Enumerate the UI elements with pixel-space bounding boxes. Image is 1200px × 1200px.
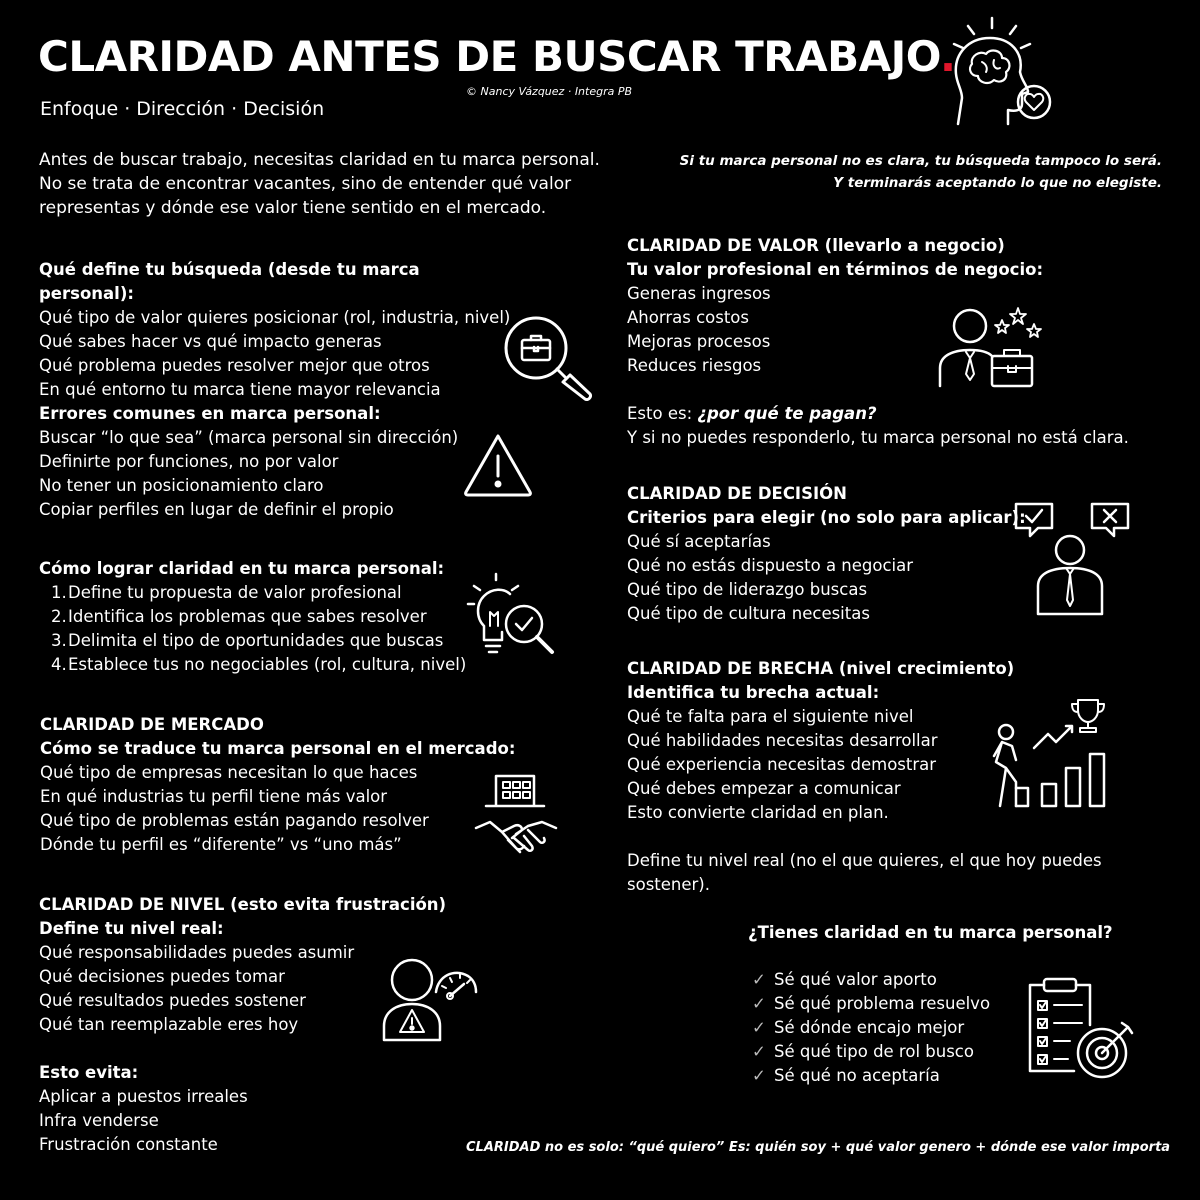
list-item: Qué te falta para el siguiente nivel — [627, 707, 914, 726]
list-item: Qué experiencia necesitas demostrar — [627, 755, 937, 774]
section-subheading: Cómo se traduce tu marca personal en el mercado: — [40, 739, 516, 758]
check-heading: ¿Tienes claridad en tu marca personal? — [748, 923, 1113, 942]
list-item: Generas ingresos — [627, 284, 771, 303]
person-stars-briefcase-icon — [936, 306, 1046, 390]
section-heading: CLARIDAD DE BRECHA (nivel crecimiento) — [627, 659, 1015, 678]
list-item: Qué problema puedes resolver mejor que otros — [39, 356, 430, 375]
list-item: Definirte por funciones, no por valor — [39, 452, 339, 471]
list-item: Qué tipo de empresas necesitan lo que haces — [40, 763, 418, 782]
list-item: En qué industrias tu perfil tiene más valor — [40, 787, 388, 806]
section-heading: CLARIDAD DE NIVEL (esto evita frustración) — [39, 895, 447, 914]
check-item-text: Sé qué problema resuelvo — [774, 994, 991, 1013]
list-item: Aplicar a puestos irreales — [39, 1087, 248, 1106]
check-item — [752, 1064, 990, 1088]
check-item — [752, 992, 990, 1016]
check-icon: ✓ — [752, 1042, 766, 1061]
check-item — [752, 1040, 990, 1064]
section-subheading: Tu valor profesional en términos de negocio: — [627, 260, 1044, 279]
numbered-item — [39, 653, 519, 677]
section-heading: Errores comunes en marca personal: — [39, 404, 381, 423]
esto-question: ¿por qué te pagan? — [697, 404, 877, 423]
intro-line: Antes de buscar trabajo, necesitas claridad en tu marca personal. — [39, 150, 600, 170]
lightbulb-check-icon — [462, 566, 558, 662]
define-line: Define tu nivel real (no el que quieres, el que hoy puedes — [627, 851, 1102, 870]
item-number: 4. — [51, 655, 67, 674]
list-item: No tener un posicionamiento claro — [39, 476, 324, 495]
list-item: Ahorras costos — [627, 308, 749, 327]
list-item: Buscar “lo que sea” (marca personal sin dirección) — [39, 428, 459, 447]
check-item-text: Sé qué tipo de rol busco — [774, 1042, 974, 1061]
page-subtitle: Enfoque · Dirección · Decisión — [40, 98, 325, 120]
list-item: Qué tipo de liderazgo buscas — [627, 580, 868, 599]
item-text: Delimita el tipo de oportunidades que buscas — [68, 631, 444, 650]
title-text: CLARIDAD ANTES DE BUSCAR TRABAJO — [38, 32, 941, 81]
person-gauge-icon — [378, 952, 480, 1048]
list-item: Qué tipo de cultura necesitas — [627, 604, 870, 623]
esto-es-line — [627, 402, 1129, 426]
list-item: Qué resultados puedes sostener — [39, 991, 306, 1010]
check-icon: ✓ — [752, 994, 766, 1013]
item-number: 1. — [51, 583, 67, 602]
list-item: Qué no estás dispuesto a negociar — [627, 556, 914, 575]
section-heading: Cómo lograr claridad en tu marca personal: — [39, 559, 445, 578]
section-decision — [627, 482, 1026, 626]
growth-trophy-icon — [986, 696, 1110, 812]
list-item: Qué debes empezar a comunicar — [627, 779, 901, 798]
quote — [640, 150, 1162, 194]
define-line: sostener). — [627, 875, 710, 894]
check-item-text: Sé dónde encajo mejor — [774, 1018, 965, 1037]
list-item: Qué decisiones puedes tomar — [39, 967, 285, 986]
list-item: Qué sí aceptarías — [627, 532, 771, 551]
numbered-item — [39, 605, 519, 629]
person-decision-icon — [1012, 500, 1134, 620]
section-heading: CLARIDAD DE DECISIÓN — [627, 484, 847, 503]
closing-line: Y si no puedes responderlo, tu marca personal no está clara. — [627, 428, 1129, 447]
intro-line: representas y dónde ese valor tiene sentido en el mercado. — [39, 198, 547, 218]
section-errores — [39, 402, 519, 522]
list-item: Qué responsabilidades puedes asumir — [39, 943, 355, 962]
search-briefcase-icon — [500, 312, 596, 408]
brain-heart-icon — [930, 12, 1055, 130]
numbered-item — [39, 581, 519, 605]
section-define — [39, 258, 519, 402]
numbered-item — [39, 629, 519, 653]
check-item-text: Sé qué no aceptaría — [774, 1066, 940, 1085]
check-icon: ✓ — [752, 970, 766, 989]
list-item: Qué tan reemplazable eres hoy — [39, 1015, 299, 1034]
item-text: Identifica los problemas que sabes resolver — [68, 607, 427, 626]
list-item: Qué tipo de valor quieres posicionar (rol, industria, nivel) — [39, 308, 511, 327]
intro-paragraph — [39, 148, 609, 220]
section-subheading: Esto evita: — [39, 1063, 139, 1082]
list-item: Reduces riesgos — [627, 356, 762, 375]
section-subheading: Define tu nivel real: — [39, 919, 224, 938]
list-item: Frustración constante — [39, 1135, 218, 1154]
esto-prefix: Esto es: — [627, 404, 698, 423]
warning-icon — [462, 432, 534, 498]
check-icon: ✓ — [752, 1018, 766, 1037]
check-item — [752, 968, 990, 992]
handshake-building-icon — [472, 770, 560, 860]
section-heading: CLARIDAD DE MERCADO — [40, 715, 264, 734]
checklist-target-icon — [1024, 975, 1136, 1085]
section-heading: CLARIDAD DE VALOR (llevarlo a negocio) — [627, 236, 1005, 255]
section-subheading: Identifica tu brecha actual: — [627, 683, 880, 702]
copyright: © Nancy Vázquez · Integra PB — [466, 85, 633, 98]
item-number: 3. — [51, 631, 67, 650]
section-heading: Qué define tu búsqueda (desde tu marca personal): — [39, 260, 420, 303]
page-title — [38, 32, 956, 81]
item-text: Establece tus no negociables (rol, cultura, nivel) — [68, 655, 467, 674]
list-item: Mejoras procesos — [627, 332, 771, 351]
list-item: Qué sabes hacer vs qué impacto generas — [39, 332, 382, 351]
list-item: Infra venderse — [39, 1111, 159, 1130]
quote-line: Y terminarás aceptando lo que no elegiste. — [833, 175, 1162, 191]
list-item: Dónde tu perfil es “diferente” vs “uno más” — [40, 835, 402, 854]
list-item: Qué tipo de problemas están pagando resolver — [40, 811, 429, 830]
title-dot: . — [940, 32, 956, 81]
check-item — [752, 1016, 990, 1040]
section-subheading: Criterios para elegir (no solo para aplicar): — [627, 508, 1026, 527]
checklist — [752, 968, 990, 1088]
item-text: Define tu propuesta de valor profesional — [68, 583, 402, 602]
footer-tagline: CLARIDAD no es solo: “qué quiero” Es: quién soy + qué valor genero + dónde ese valor importa — [466, 1140, 1171, 1155]
quote-line: Si tu marca personal no es clara, tu búsqueda tampoco lo será. — [679, 153, 1162, 169]
check-icon: ✓ — [752, 1066, 766, 1085]
section-mercado — [40, 713, 520, 857]
list-item: Qué habilidades necesitas desarrollar — [627, 731, 938, 750]
list-item: Esto convierte claridad en plan. — [627, 803, 889, 822]
list-item: En qué entorno tu marca tiene mayor relevancia — [39, 380, 441, 399]
check-item-text: Sé qué valor aporto — [774, 970, 937, 989]
item-number: 2. — [51, 607, 67, 626]
list-item: Copiar perfiles en lugar de definir el propio — [39, 500, 394, 519]
section-lograr — [39, 557, 519, 677]
section-valor — [627, 234, 1129, 450]
intro-line: No se trata de encontrar vacantes, sino de entender qué valor — [39, 174, 572, 194]
